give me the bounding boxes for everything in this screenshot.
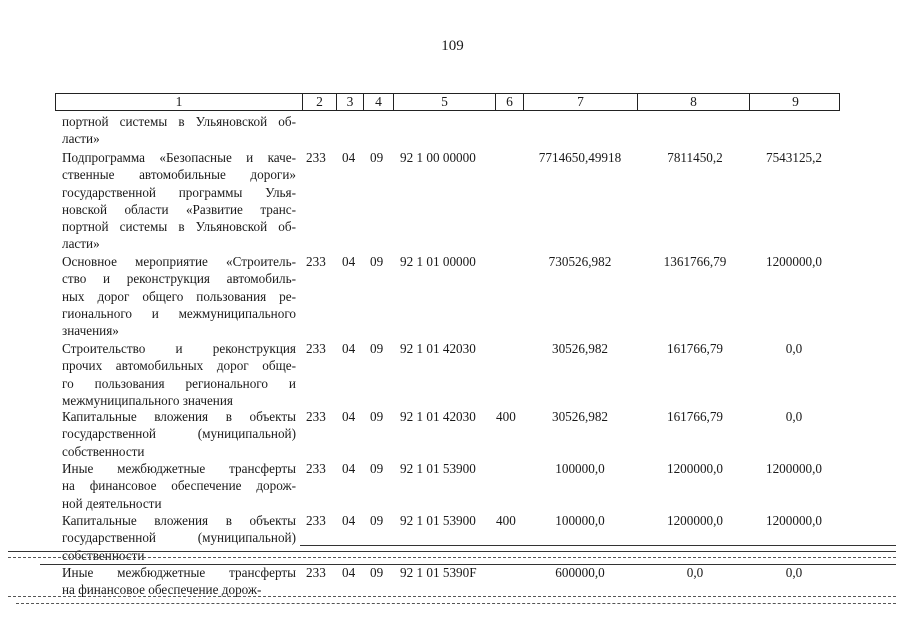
rule-line (8, 596, 896, 597)
cell-c3: 04 (342, 150, 356, 165)
header-cell-4: 4 (363, 94, 393, 110)
cell-c8: 1200000,0 (666, 513, 724, 528)
cell-c5: 92 1 01 53900 (400, 461, 476, 476)
cell-c8: 7811450,2 (667, 150, 723, 165)
cell-c9: 7543125,2 (765, 150, 823, 165)
cell-c4: 09 (370, 254, 384, 269)
cell-c2: 233 (306, 150, 326, 165)
cell-c7: 7714650,49918 (538, 150, 622, 165)
description-line: государственной программы Улья- (62, 184, 296, 200)
row-description (62, 253, 296, 339)
cell-c3: 04 (342, 513, 356, 528)
rule-line (8, 551, 896, 552)
row-description (62, 149, 296, 253)
rule-line (16, 603, 896, 604)
cell-c3: 04 (342, 254, 356, 269)
row-description (62, 113, 296, 148)
cell-c5: 92 1 01 42030 (400, 409, 476, 424)
cell-c3: 04 (342, 461, 356, 476)
header-cell-7: 7 (523, 94, 637, 110)
description-line: Подпрограмма «Безопасные и каче- (62, 150, 296, 165)
page-number: 109 (441, 38, 464, 54)
cell-c3: 04 (342, 409, 356, 424)
cell-c5: 92 1 01 00000 (400, 254, 476, 269)
header-cell-2: 2 (302, 94, 336, 110)
cell-c2: 233 (306, 341, 326, 356)
cell-c8: 161766,79 (666, 341, 724, 356)
cell-c9: 0,0 (785, 341, 803, 356)
description-line: ласти» (62, 131, 100, 147)
cell-c3: 04 (342, 565, 356, 580)
cell-c5: 92 1 00 00000 (400, 150, 476, 165)
cell-c4: 09 (370, 461, 384, 476)
cell-c7: 730526,982 (548, 254, 612, 269)
description-line: Капитальные вложения в объекты (62, 409, 296, 424)
row-description (62, 460, 296, 512)
cell-c4: 09 (370, 513, 384, 528)
header-cell-5: 5 (393, 94, 495, 110)
description-line: значения» (62, 323, 119, 339)
cell-c4: 09 (370, 150, 384, 165)
description-line: го пользования регионального и (62, 375, 296, 391)
description-line: Иные межбюджетные трансферты (62, 461, 296, 476)
cell-c4: 09 (370, 409, 384, 424)
rule-line (8, 557, 896, 558)
header-cell-1: 1 (175, 94, 183, 109)
cell-c2: 233 (306, 513, 326, 528)
cell-c8: 161766,79 (666, 409, 724, 424)
description-line: портной системы в Ульяновской об- (62, 219, 296, 235)
cell-c6: 400 (496, 513, 516, 528)
cell-c7: 30526,982 (551, 341, 609, 356)
description-line: на финансовое обеспечение дорож- (62, 582, 262, 598)
row-description (62, 340, 296, 409)
description-line: Капитальные вложения в объекты (62, 513, 296, 528)
description-line: Основное мероприятие «Строитель- (62, 254, 296, 269)
description-line: портной системы в Ульяновской об- (62, 114, 296, 129)
cell-c9: 0,0 (785, 565, 803, 580)
description-line: ных дорог общего пользования ре- (62, 288, 296, 304)
header-cell-9: 9 (749, 94, 841, 110)
description-line: прочих автомобильных дорог обще- (62, 358, 296, 374)
cell-c5: 92 1 01 5390F (400, 565, 477, 580)
description-line: Иные межбюджетные трансферты (62, 565, 296, 580)
row-description (62, 564, 296, 599)
cell-c8: 1200000,0 (666, 461, 724, 476)
description-line: ственные автомобильные дороги» (62, 167, 296, 183)
description-line: государственной (муниципальной) (62, 426, 296, 442)
description-line: гионального и межмуниципального (62, 305, 296, 321)
cell-c4: 09 (370, 341, 384, 356)
cell-c8: 1361766,79 (663, 254, 727, 269)
cell-c3: 04 (342, 341, 356, 356)
cell-c2: 233 (306, 461, 326, 476)
table-header (55, 93, 840, 111)
description-line: государственной (муниципальной) (62, 530, 296, 546)
header-cell-3: 3 (336, 94, 363, 110)
cell-c7: 30526,982 (551, 409, 609, 424)
cell-c2: 233 (306, 409, 326, 424)
cell-c8: 0,0 (686, 565, 704, 580)
header-cell-8: 8 (637, 94, 749, 110)
description-line: межмуниципального значения (62, 392, 233, 408)
rule-line (300, 545, 896, 546)
cell-c9: 1200000,0 (765, 461, 823, 476)
cell-c7: 100000,0 (555, 513, 605, 528)
description-line: Строительство и реконструкция (62, 341, 296, 356)
description-line: ласти» (62, 236, 100, 252)
cell-c9: 1200000,0 (765, 513, 823, 528)
description-line: собственности (62, 443, 145, 459)
cell-c7: 100000,0 (555, 461, 605, 476)
cell-c7: 600000,0 (555, 565, 605, 580)
description-line: новской области «Развитие транс- (62, 201, 296, 217)
cell-c5: 92 1 01 53900 (400, 513, 476, 528)
rule-line (40, 564, 896, 565)
cell-c9: 0,0 (785, 409, 803, 424)
description-line: ной деятельности (62, 495, 162, 511)
cell-c2: 233 (306, 254, 326, 269)
cell-c5: 92 1 01 42030 (400, 341, 476, 356)
description-line: ство и реконструкция автомобиль- (62, 271, 296, 287)
description-line: на финансовое обеспечение дорож- (62, 478, 296, 494)
description-line: собственности (62, 547, 145, 563)
cell-c4: 09 (370, 565, 384, 580)
header-cell-6: 6 (495, 94, 523, 110)
cell-c6: 400 (496, 409, 516, 424)
row-description (62, 408, 296, 460)
cell-c2: 233 (306, 565, 326, 580)
cell-c9: 1200000,0 (765, 254, 823, 269)
